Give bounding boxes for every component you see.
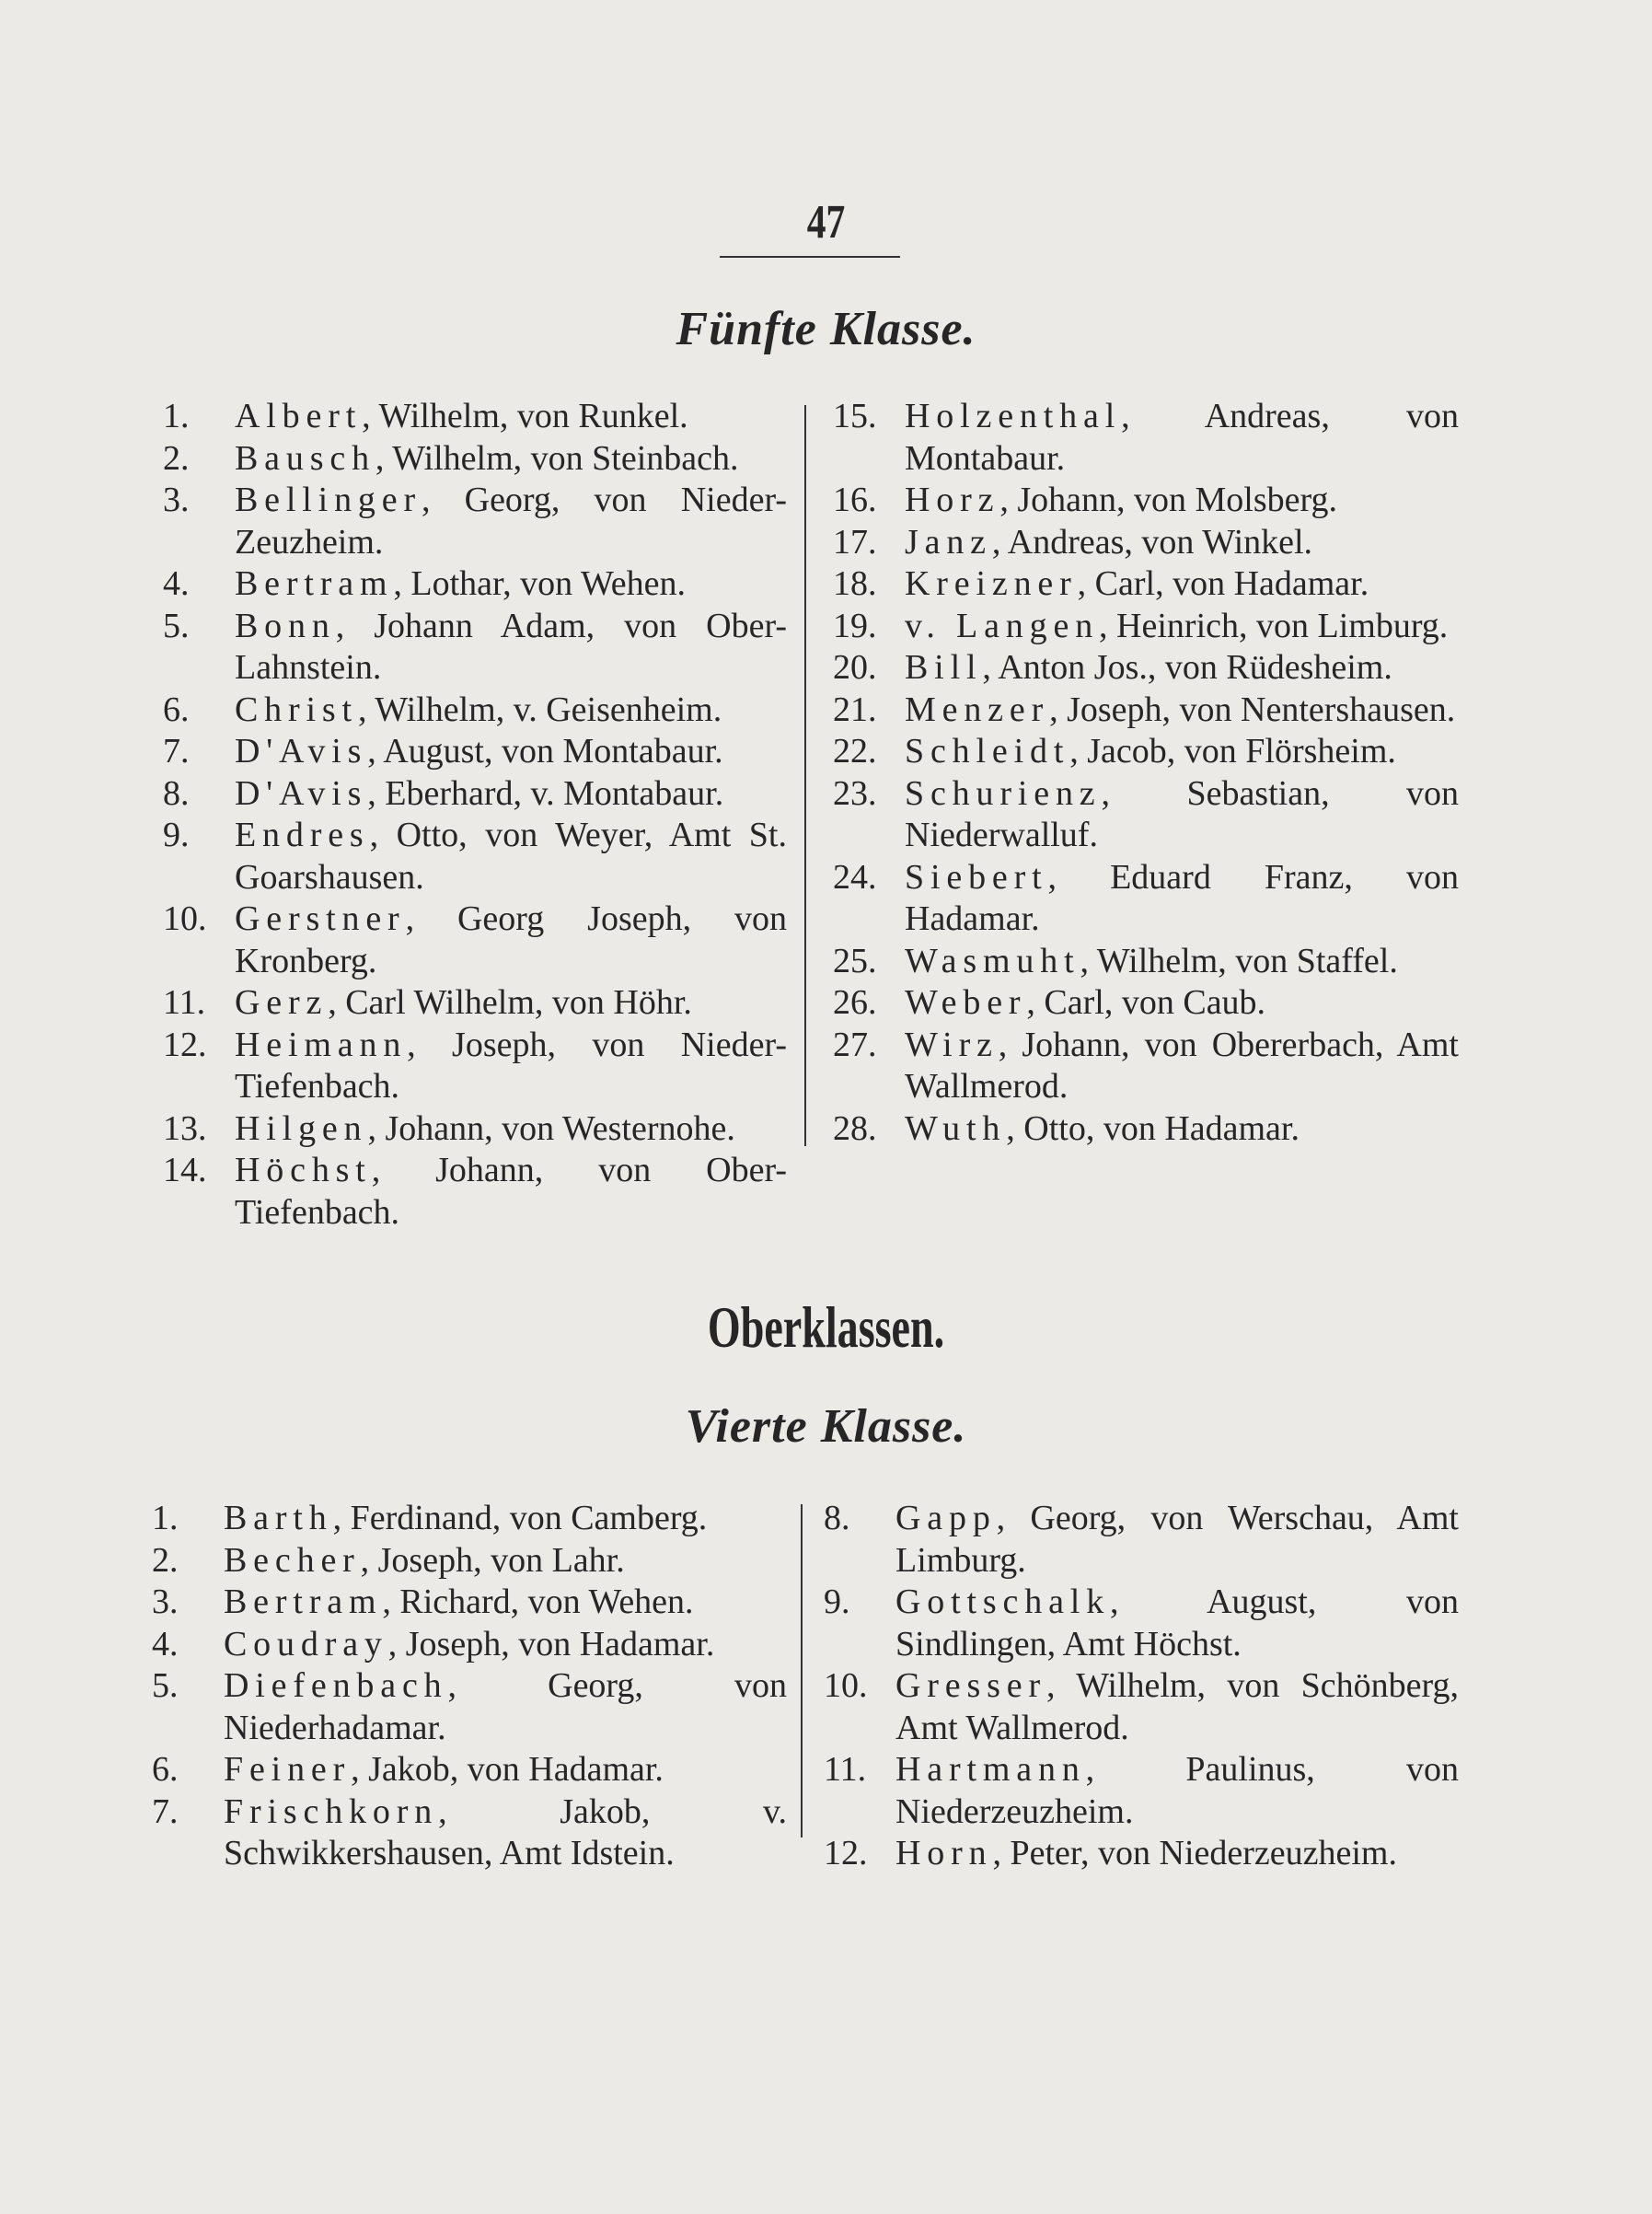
entry-surname: Gerz — [235, 983, 329, 1022]
oberklassen-title: Oberklassen. — [707, 1294, 945, 1360]
list-item — [152, 1498, 787, 1540]
entry-surname: Barth — [224, 1499, 333, 1537]
entry-number: 10. — [824, 1666, 868, 1705]
entry-number: 9. — [163, 816, 190, 854]
entry-number: 3. — [163, 481, 190, 519]
list-item — [833, 1025, 1459, 1108]
entry-surname: Menzer — [905, 690, 1050, 729]
entry-details: , Jakob, von Hadamar. — [351, 1750, 664, 1789]
entry-surname: Bertram — [235, 564, 394, 603]
list-item — [833, 606, 1459, 648]
list-item — [833, 563, 1459, 606]
list-item — [152, 1582, 787, 1624]
entry-surname: Weber — [905, 983, 1027, 1022]
entry-details: , Johann, von Westernohe. — [367, 1108, 735, 1148]
entry-surname: Endres — [235, 816, 370, 854]
entry-number: 2. — [163, 438, 190, 478]
entry-details: , Peter, von Niederzeuzheim. — [992, 1834, 1397, 1872]
entry-number: 1. — [152, 1499, 179, 1537]
list-item — [163, 773, 787, 816]
list-vierte-right — [824, 1498, 1459, 1875]
list-item — [152, 1540, 787, 1582]
entry-surname: Wirz — [905, 1025, 999, 1064]
entry-surname: Janz — [905, 522, 992, 562]
entry-details: , Anton Jos., von Rüdesheim. — [982, 648, 1392, 687]
list-item — [824, 1665, 1459, 1749]
entry-details: , Carl, von Caub. — [1026, 983, 1266, 1022]
entry-surname: Albert — [235, 397, 363, 435]
entry-number: 27. — [833, 1025, 877, 1064]
entry-details: , Paulinus, von Niederzeuzheim. — [895, 1750, 1459, 1831]
entry-number: 14. — [163, 1151, 207, 1189]
section-title-vierte-klasse: Vierte Klasse. — [685, 1400, 967, 1453]
entry-surname: Heimann — [235, 1025, 408, 1064]
entry-surname: Gottschalk — [895, 1582, 1111, 1621]
list-fuenfte-right — [833, 396, 1459, 1150]
entry-number: 8. — [163, 773, 190, 813]
entry-surname: Bertram — [224, 1582, 383, 1621]
list-item — [163, 396, 787, 438]
entry-number: 11. — [824, 1750, 867, 1789]
list-item — [163, 563, 787, 606]
list-item — [163, 815, 787, 898]
entry-details: , Georg, von Niederhadamar. — [224, 1666, 787, 1747]
entry-details: , Johann, von Molsberg. — [999, 481, 1337, 519]
entry-surname: Schleidt — [905, 732, 1070, 771]
list-item — [833, 690, 1459, 732]
list-item — [163, 606, 787, 690]
entry-number: 5. — [152, 1666, 179, 1705]
entry-number: 25. — [833, 941, 877, 980]
entry-details: , Johann Adam, von Ober-Lahnstein. — [235, 606, 787, 687]
entry-details: , Joseph, von Nentershausen. — [1049, 690, 1456, 729]
entry-surname: Gapp — [895, 1499, 997, 1537]
entry-surname: Christ — [235, 690, 358, 729]
entry-details: , Wilhelm, v. Geisenheim. — [357, 690, 722, 729]
entry-number: 2. — [152, 1540, 179, 1580]
entry-surname: Wasmuht — [905, 941, 1080, 980]
entry-details: , Joseph, von Hadamar. — [387, 1624, 715, 1663]
list-item — [833, 941, 1459, 983]
entry-number: 6. — [152, 1750, 179, 1789]
entry-details: , Eberhard, v. Montabaur. — [367, 773, 724, 813]
entry-surname: Horn — [895, 1834, 993, 1872]
entry-surname: Wuth — [905, 1108, 1007, 1148]
entry-details: , Joseph, von Lahr. — [360, 1540, 625, 1580]
entry-surname: Bausch — [235, 438, 375, 478]
page-number: 47 — [806, 196, 846, 249]
entry-surname: Kreizner — [905, 564, 1078, 603]
entry-details: , Georg, von Werschau, Amt Limburg. — [895, 1499, 1459, 1580]
list-item — [163, 898, 787, 982]
entry-number: 26. — [833, 983, 877, 1022]
entry-details: , Carl Wilhelm, von Höhr. — [328, 983, 692, 1022]
list-item — [163, 438, 787, 481]
list-vierte-left — [152, 1498, 787, 1875]
entry-surname: Höchst — [235, 1151, 372, 1189]
entry-details: , Andreas, von Winkel. — [991, 522, 1313, 562]
list-item — [163, 731, 787, 773]
entry-surname: Bellinger — [235, 481, 422, 519]
entry-surname: Schurienz — [905, 773, 1102, 813]
entry-number: 9. — [824, 1582, 850, 1621]
entry-number: 1. — [163, 397, 190, 435]
entry-number: 16. — [833, 481, 877, 519]
entry-details: , Jakob, v. Schwikkershausen, Amt Idstein. — [224, 1791, 787, 1872]
entry-number: 3. — [152, 1582, 179, 1621]
entry-number: 28. — [833, 1108, 877, 1148]
entry-number: 4. — [163, 564, 190, 603]
list-item — [824, 1749, 1459, 1833]
list-item — [152, 1749, 787, 1791]
entry-details: , Wilhelm, von Staffel. — [1080, 941, 1398, 980]
list-item — [163, 1150, 787, 1234]
entry-number: 21. — [833, 690, 877, 729]
list-item — [163, 982, 787, 1025]
entry-number: 22. — [833, 732, 877, 771]
entry-surname: Holzenthal — [905, 397, 1122, 435]
entry-details: , Otto, von Hadamar. — [1006, 1108, 1300, 1148]
entry-surname: Feiner — [224, 1750, 352, 1789]
entry-surname: Frischkorn — [224, 1791, 439, 1831]
entry-surname: D'Avis — [235, 773, 368, 813]
list-item — [833, 731, 1459, 773]
list-item — [163, 1108, 787, 1151]
list-item — [163, 690, 787, 732]
entry-number: 23. — [833, 773, 877, 813]
entry-surname: Hartmann — [895, 1750, 1086, 1789]
entry-details: , Lothar, von Wehen. — [393, 564, 687, 603]
list-item — [833, 773, 1459, 857]
header-rule — [720, 256, 900, 258]
entry-details: , Johann, von Ober-Tiefenbach. — [235, 1151, 787, 1232]
list-item — [152, 1791, 787, 1875]
list-item — [824, 1833, 1459, 1875]
list-item — [833, 522, 1459, 564]
entry-surname: Gerstner — [235, 899, 406, 938]
entry-number: 12. — [824, 1834, 868, 1872]
entry-surname: Hilgen — [235, 1108, 368, 1148]
list-item — [152, 1624, 787, 1666]
entry-number: 7. — [152, 1791, 179, 1831]
list-item — [833, 1108, 1459, 1151]
entry-surname: v. Langen — [905, 606, 1100, 645]
list-item — [824, 1498, 1459, 1582]
entry-details: , Ferdinand, von Camberg. — [332, 1499, 708, 1537]
list-item — [833, 480, 1459, 522]
entry-surname: Siebert — [905, 857, 1048, 897]
entry-number: 20. — [833, 648, 877, 687]
entry-number: 10. — [163, 899, 207, 938]
entry-details: , Wilhelm, von Steinbach. — [375, 438, 739, 478]
entry-details: , August, von Montabaur. — [367, 732, 723, 771]
entry-number: 17. — [833, 522, 877, 562]
entry-number: 18. — [833, 564, 877, 603]
entry-details: , Joseph, von Nieder-Tiefenbach. — [235, 1025, 787, 1106]
entry-number: 7. — [163, 732, 190, 771]
list-item — [152, 1665, 787, 1749]
column-divider — [804, 405, 806, 1146]
list-fuenfte-left — [163, 396, 787, 1234]
entry-number: 24. — [833, 857, 877, 897]
list-item — [833, 982, 1459, 1025]
entry-surname: Bill — [905, 648, 983, 687]
entry-number: 11. — [163, 983, 206, 1022]
entry-number: 5. — [163, 606, 190, 645]
entry-surname: Horz — [905, 481, 1000, 519]
entry-details: , Wilhelm, von Schönberg, Amt Wallmerod. — [895, 1666, 1459, 1747]
entry-details: , Georg, von Nieder-Zeuzheim. — [235, 481, 787, 562]
column-divider — [801, 1504, 803, 1837]
entry-details: , Andreas, von Montabaur. — [905, 397, 1459, 478]
entry-details: , Wilhelm, von Runkel. — [362, 397, 688, 435]
entry-number: 4. — [152, 1624, 179, 1663]
list-item — [833, 857, 1459, 941]
entry-details: , Jacob, von Flörsheim. — [1069, 732, 1396, 771]
list-item — [163, 1025, 787, 1108]
entry-details: , Heinrich, von Limburg. — [1099, 606, 1449, 645]
entry-surname: Coudray — [224, 1624, 388, 1663]
entry-surname: Bonn — [235, 606, 336, 645]
entry-surname: Becher — [224, 1540, 361, 1580]
entry-details: , Carl, von Hadamar. — [1077, 564, 1369, 603]
list-item — [833, 396, 1459, 480]
entry-details: , Eduard Franz, von Hadamar. — [905, 857, 1459, 938]
entry-details: , Richard, von Wehen. — [382, 1582, 694, 1621]
list-item — [163, 480, 787, 563]
entry-surname: D'Avis — [235, 732, 368, 771]
entry-details: , Johann, von Obererbach, Amt Wallmerod. — [905, 1025, 1459, 1106]
entry-details: , Georg Joseph, von Kronberg. — [235, 899, 787, 980]
entry-details: , August, von Sindlingen, Amt Höchst. — [895, 1582, 1459, 1663]
entry-number: 12. — [163, 1025, 207, 1064]
entry-number: 6. — [163, 690, 190, 729]
entry-details: , Sebastian, von Niederwalluf. — [905, 773, 1459, 854]
list-item — [824, 1582, 1459, 1665]
section-title-fuenfte-klasse: Fünfte Klasse. — [676, 303, 976, 355]
entry-surname: Gresser — [895, 1666, 1046, 1705]
entry-number: 8. — [824, 1499, 850, 1537]
entry-surname: Diefenbach — [224, 1666, 448, 1705]
entry-number: 15. — [833, 397, 877, 435]
list-item — [833, 647, 1459, 690]
entry-number: 13. — [163, 1108, 207, 1148]
entry-details: , Otto, von Weyer, Amt St. Goarshausen. — [235, 816, 787, 897]
entry-number: 19. — [833, 606, 877, 645]
